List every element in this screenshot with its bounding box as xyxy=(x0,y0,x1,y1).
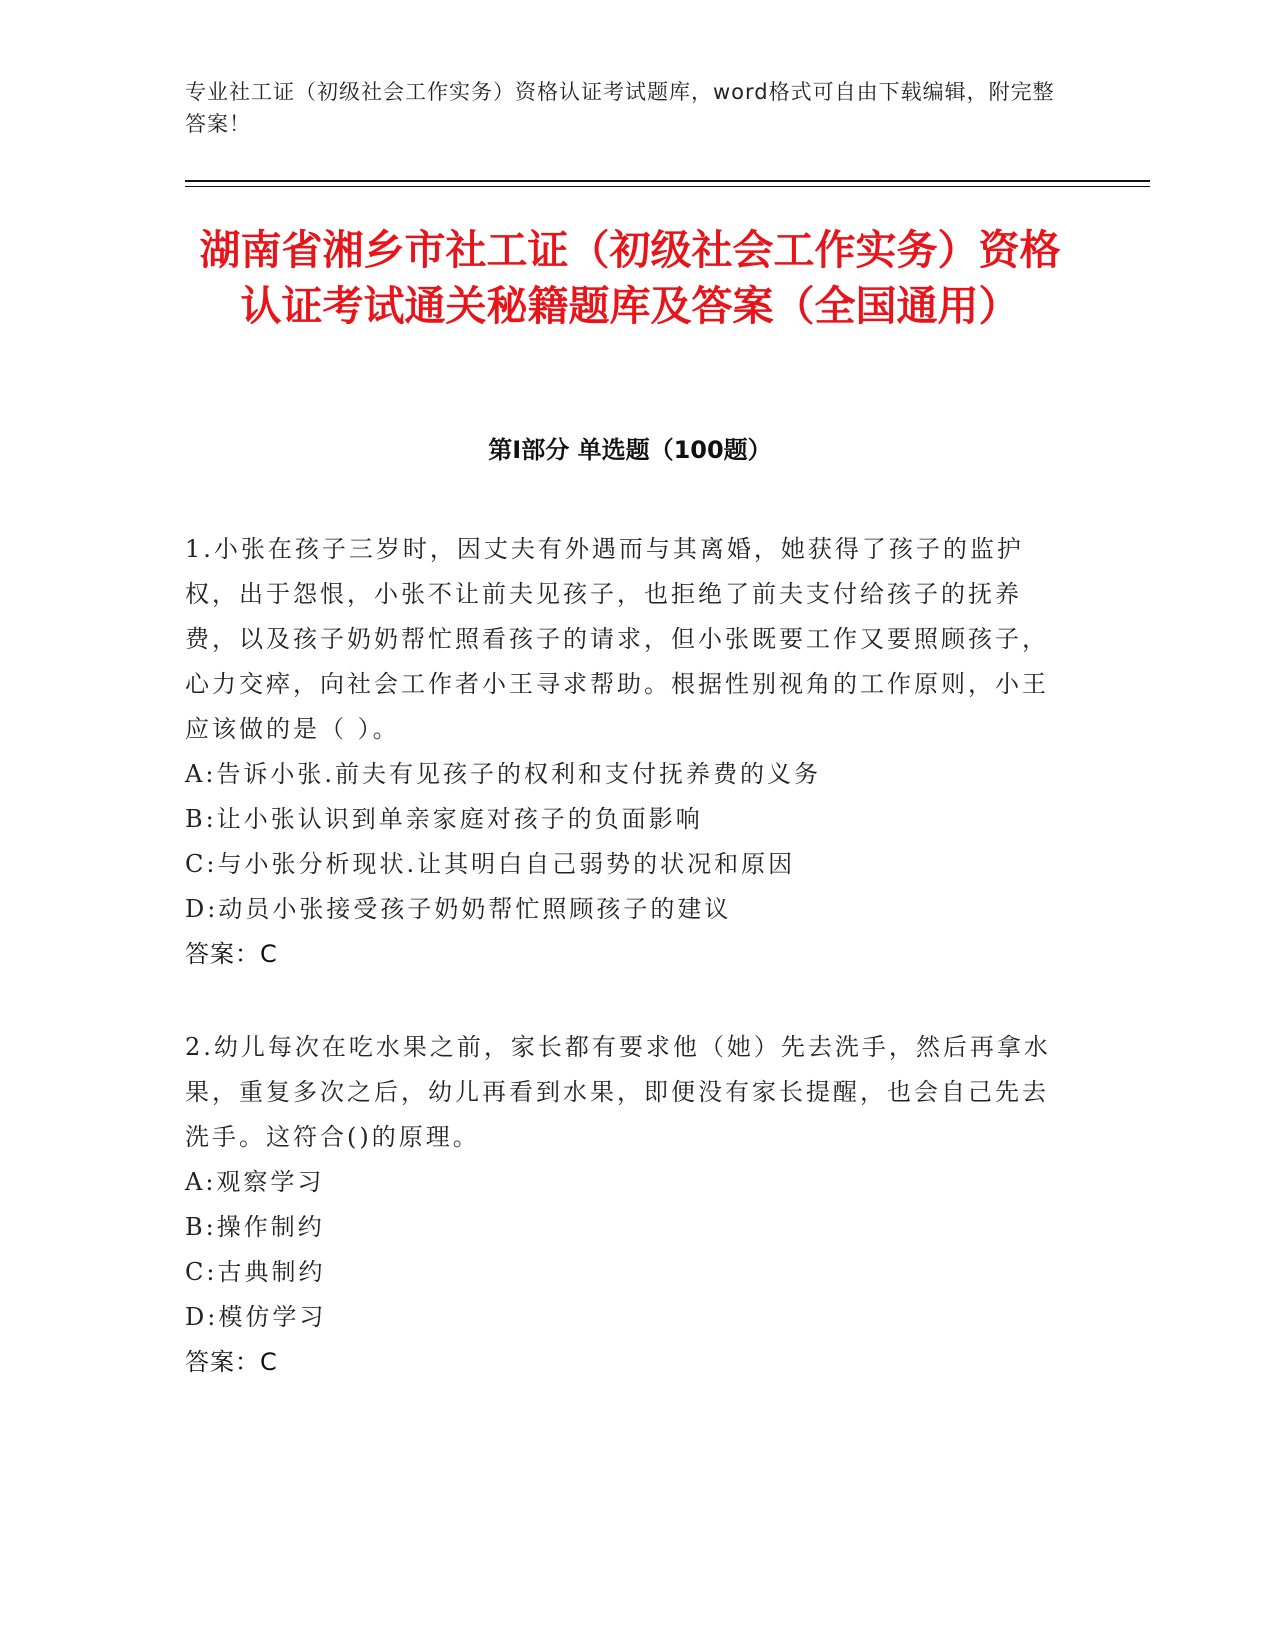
question-2 xyxy=(185,1025,1055,1385)
option-d: D:模仿学习 xyxy=(185,1303,327,1331)
question-stem: 1.小张在孩子三岁时，因丈夫有外遇而与其离婚，她获得了孩子的监护权，出于怨恨，小张不让前夫见孩子，也拒绝了前夫支付给孩子的抚养费，以及孩子奶奶帮忙照看孩子的请求，但小张既要工作又要照顾孩子，心力交瘁，向社会工作者小王寻求帮助。根据性别视角的工作原则，小王应该做的是（ ）。 xyxy=(185,535,1049,743)
question-1 xyxy=(185,527,1055,977)
document-title: 湖南省湘乡市社工证（初级社会工作实务）资格认证考试通关秘籍题库及答案（全国通用） xyxy=(199,226,1061,330)
option-a: A:告诉小张.前夫有见孩子的权利和支付抚养费的义务 xyxy=(185,760,822,788)
header-divider-thin xyxy=(185,186,1150,187)
answer-line: 答案：C xyxy=(185,940,278,968)
option-c: C:古典制约 xyxy=(185,1258,326,1286)
header-divider-thick xyxy=(185,180,1150,182)
header-note: 专业社工证（初级社会工作实务）资格认证考试题库，word格式可自由下载编辑，附完整答案！ xyxy=(185,80,1055,136)
question-stem: 2.幼儿每次在吃水果之前，家长都有要求他（她）先去洗手，然后再拿水果，重复多次之后，幼儿再看到水果，即便没有家长提醒，也会自己先去洗手。这符合()的原理。 xyxy=(185,1033,1051,1151)
option-d: D:动员小张接受孩子奶奶帮忙照顾孩子的建议 xyxy=(185,895,732,923)
option-a: A:观察学习 xyxy=(185,1168,325,1196)
option-b: B:操作制约 xyxy=(185,1213,325,1241)
section-heading: 第Ⅰ部分 单选题（100题） xyxy=(488,436,772,464)
option-b: B:让小张认识到单亲家庭对孩子的负面影响 xyxy=(185,805,703,833)
answer-line: 答案：C xyxy=(185,1348,278,1376)
option-c: C:与小张分析现状.让其明白自己弱势的状况和原因 xyxy=(185,850,796,878)
